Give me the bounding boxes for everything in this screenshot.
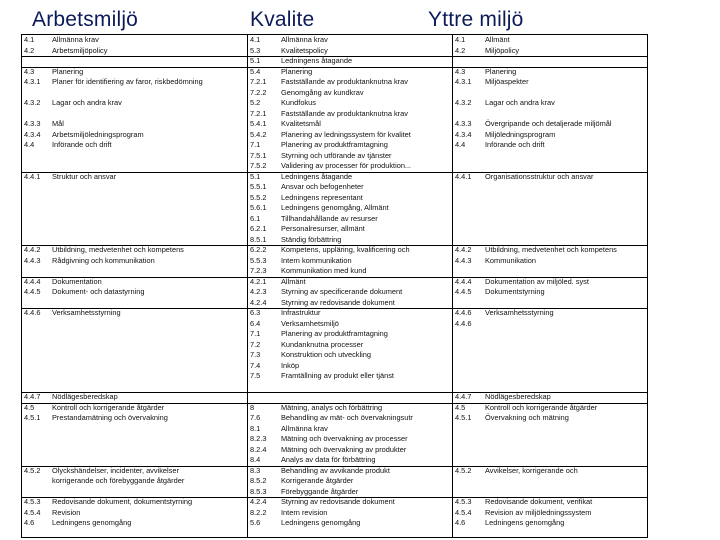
c2-clause-title: Intern revision	[281, 507, 328, 517]
c2-clause-number: 7.4	[250, 360, 261, 370]
c1-clause-number: 4.6	[24, 518, 35, 527]
c1-clause-title: Arbetsmiljöledningsprogram	[52, 129, 144, 139]
c2-clause-number: 7.1	[250, 329, 261, 338]
c2-clause-number: 8.3	[250, 465, 261, 475]
table-row	[22, 119, 647, 130]
c1-clause-title: Kontroll och korrigerande åtgärder	[52, 402, 165, 412]
c1-clause-title: Prestandamätning och övervakning	[52, 413, 168, 422]
c2-clause-number: 7.5.1	[250, 150, 267, 160]
c2-clause-title: Styrning av redovisande dokument	[281, 497, 395, 506]
c2-clause-title: Allmänt	[281, 276, 306, 286]
c1-clause-title: Planering	[52, 66, 84, 76]
c2-clause-number: 7.5	[250, 371, 261, 380]
c2-clause-title: Inköp	[281, 360, 300, 370]
c2-clause-title: Infrastruktur	[281, 308, 321, 317]
c1-clause-title: Dokumentation	[52, 276, 102, 286]
c2-clause-title: Planering	[281, 66, 313, 76]
table-row	[22, 371, 647, 382]
c2-clause-number: 8.2.2	[250, 507, 267, 517]
table-row	[22, 130, 647, 141]
c2-clause-title: Kommunikation med kund	[281, 266, 367, 275]
table-row	[22, 266, 647, 277]
c1-clause-title: Arbetsmiljöpolicy	[52, 45, 108, 55]
table-row	[22, 56, 647, 67]
c2-clause-title: Fastställande av produktanknutna krav	[281, 77, 408, 86]
c2-clause-number: 7.6	[250, 413, 261, 422]
table-row	[22, 319, 647, 330]
c2-clause-number: 7.5.2	[250, 161, 267, 170]
c2-clause-title: Ledningens genomgång	[281, 518, 361, 527]
c2-clause-number: 7.3	[250, 350, 261, 359]
c3-clause-number: 4.5.1	[455, 413, 472, 422]
c3-clause-number: 4.2	[455, 45, 466, 55]
c1-clause-number: 4.5.2	[24, 465, 41, 475]
c2-clause-title: Mätning och övervakning av processer	[281, 434, 408, 443]
table-row	[22, 382, 647, 393]
table-row	[22, 487, 647, 498]
table-row	[22, 98, 647, 109]
c2-clause-number: 6.2.2	[250, 245, 267, 254]
c1-clause-number: 4.1	[24, 35, 35, 44]
c2-clause-number: 7.2	[250, 339, 261, 349]
c3-clause-title: Nödlägesberedskap	[485, 392, 551, 401]
c2-clause-number: 8.5.2	[250, 476, 267, 485]
c3-clause-title: Övervakning och mätning	[485, 413, 569, 422]
c3-clause-number: 4.5.3	[455, 497, 472, 506]
c2-clause-number: 6.1	[250, 213, 261, 223]
c2-clause-number: 5.6.1	[250, 203, 267, 212]
c2-clause-title: Behandling av avvikande produkt	[281, 465, 390, 475]
c1-clause-title: Ledningens genomgång	[52, 518, 132, 527]
c2-clause-number: 4.2.4	[250, 497, 267, 506]
table-row	[22, 140, 647, 151]
c2-clause-title: Framtällning av produkt eller tjänst	[281, 371, 394, 380]
c2-clause-title: Ledningens genomgång, Allmänt	[281, 203, 389, 212]
c2-clause-number: 8	[250, 402, 255, 412]
c1-clause-number: 4.4.3	[24, 255, 41, 265]
c1-clause-number: 4.3.4	[24, 129, 41, 139]
c2-clause-number: 4.2.3	[250, 287, 267, 296]
c2-clause-number: 8.2.3	[250, 434, 267, 443]
c2-clause-number: 4.1	[250, 35, 261, 44]
table-row	[22, 35, 647, 46]
c3-clause-number: 4.3.1	[455, 77, 472, 86]
c1-clause-number: 4.2	[24, 45, 35, 55]
c3-clause-number: 4.4.6	[455, 318, 472, 328]
c2-clause-title: Mätning och övervakning av produkter	[281, 444, 407, 454]
table-row	[22, 403, 647, 414]
c2-clause-number: 7.2.3	[250, 266, 267, 275]
c3-clause-title: Avvikelser, korrigerande och	[485, 465, 578, 475]
c2-clause-title: Kvalitetspolicy	[281, 45, 328, 55]
c2-clause-number: 5.4.2	[250, 129, 267, 139]
c2-clause-number: 5.4	[250, 66, 261, 76]
c3-clause-title: Kommunikation	[485, 255, 536, 265]
c1-clause-number: 4.4.4	[24, 276, 41, 286]
c2-clause-title: Mätning, analys och förbättring	[281, 402, 383, 412]
c3-clause-number: 4.4	[455, 140, 466, 149]
c2-clause-number: 5.6	[250, 518, 261, 527]
table-row	[22, 466, 647, 477]
table-row	[22, 245, 647, 256]
c2-clause-number: 4.2.4	[250, 297, 267, 307]
table-row	[22, 161, 647, 172]
table-row	[22, 434, 647, 445]
header-kvalite: Kvalite	[250, 8, 315, 31]
header-arbetsmiljo: Arbetsmiljö	[32, 8, 139, 31]
c2-clause-title: Förebyggande åtgärder	[281, 486, 359, 496]
c3-clause-title: Planering	[485, 66, 517, 76]
c1-clause-title: Utbildning, medvetenhet och kompetens	[52, 245, 184, 254]
c2-clause-title: Kompetens, uppläring, kvalificering och	[281, 245, 410, 254]
table-row	[22, 109, 647, 120]
c3-clause-title: Miljöpolicy	[485, 45, 520, 55]
c2-clause-title: Planering av produktframtagning	[281, 329, 388, 338]
table-row	[22, 518, 647, 529]
c2-clause-title: Personalresurser, allmänt	[281, 224, 365, 233]
table-row	[22, 392, 647, 403]
header-yttre-miljo: Yttre miljö	[428, 8, 524, 31]
c3-clause-number: 4.3.4	[455, 129, 472, 139]
c1-clause-number: 4.4	[24, 140, 35, 149]
c2-clause-title: Styrning av specificerande dokument	[281, 287, 403, 296]
c2-clause-number: 8.5.1	[250, 234, 267, 244]
c2-clause-title: Kvalitetsmål	[281, 119, 321, 128]
c3-clause-title: Redovisande dokument, verifikat	[485, 497, 593, 506]
c2-clause-title: Verksamhetsmiljö	[281, 318, 339, 328]
c1-clause-title: Verksamhetsstyrning	[52, 308, 121, 317]
c2-clause-title: Tillhandahållande av resurser	[281, 213, 378, 223]
table-row	[22, 308, 647, 319]
c3-clause-number: 4.5.4	[455, 507, 472, 517]
c1-clause-number: 4.3.2	[24, 98, 41, 107]
table-row	[22, 88, 647, 99]
c2-clause-title: Planering av ledningssystem för kvalitet	[281, 129, 411, 139]
c1-clause-title: korrigerande och förebyggande åtgärder	[52, 476, 185, 485]
c3-clause-number: 4.4.3	[455, 255, 472, 265]
c1-clause-number: 4.4.2	[24, 245, 41, 254]
c2-clause-title: Ledningens åtagande	[281, 171, 353, 181]
c1-clause-number: 4.5.3	[24, 497, 41, 506]
table-row	[22, 193, 647, 204]
c2-clause-number: 5.2	[250, 98, 261, 107]
c2-clause-title: Kundfokus	[281, 98, 316, 107]
table-row	[22, 508, 647, 519]
c3-clause-title: Införande och drift	[485, 140, 545, 149]
c3-clause-title: Övergripande och detaljerade miljömål	[485, 119, 612, 128]
c3-clause-title: Allmänt	[485, 35, 510, 44]
c2-clause-title: Intern kommunikation	[281, 255, 352, 265]
c3-clause-title: Miljöledningsprogram	[485, 129, 556, 139]
c1-clause-title: Mål	[52, 119, 64, 128]
c2-clause-number: 8.1	[250, 423, 261, 433]
c2-clause-number: 5.3	[250, 45, 261, 55]
c1-clause-title: Införande och drift	[52, 140, 112, 149]
c2-clause-number: 4.2.1	[250, 276, 267, 286]
c2-clause-title: Allmänna krav	[281, 35, 328, 44]
c3-clause-number: 4.3	[455, 66, 466, 76]
c2-clause-title: Korrigerande åtgärder	[281, 476, 354, 485]
table-row	[22, 340, 647, 351]
c2-clause-title: Styrning av redovisande dokument	[281, 297, 395, 307]
c2-clause-number: 5.5.3	[250, 255, 267, 265]
c2-clause-title: Analys av data för förbättring	[281, 455, 376, 464]
c2-clause-title: Konstruktion och utveckling	[281, 350, 371, 359]
c2-clause-number: 8.5.3	[250, 486, 267, 496]
table-row	[22, 298, 647, 309]
c1-clause-number: 4.4.7	[24, 392, 41, 401]
c3-clause-title: Utbildning, medvetenhet och kompetens	[485, 245, 617, 254]
c1-clause-number: 4.3	[24, 66, 35, 76]
table-row	[22, 277, 647, 288]
c2-clause-title: Kundanknutna processer	[281, 339, 364, 349]
c2-clause-title: Ständig förbättring	[281, 234, 342, 244]
table-row	[22, 235, 647, 246]
c2-clause-number: 7.2.2	[250, 87, 267, 97]
c3-clause-title: Miljöaspekter	[485, 77, 529, 86]
c3-clause-number: 4.5	[455, 402, 466, 412]
c3-clause-number: 4.4.2	[455, 245, 472, 254]
table-row	[22, 361, 647, 372]
c3-clause-title: Organisationsstruktur och ansvar	[485, 171, 594, 181]
c3-clause-number: 4.4.6	[455, 308, 472, 317]
c2-clause-title: Validering av processer för produktion...	[281, 161, 412, 170]
table-row	[22, 172, 647, 183]
c1-clause-title: Olyckshändelser, incidenter, avvikelser	[52, 465, 179, 475]
c1-clause-title: Allmänna krav	[52, 35, 99, 44]
c3-clause-title: Ledningens genomgång	[485, 518, 565, 527]
c2-clause-title: Ledningens representant	[281, 192, 363, 202]
c1-clause-title: Planer för identifiering av faror, riskbedömning	[52, 77, 203, 86]
standards-comparison-table	[21, 34, 648, 538]
table-row	[22, 424, 647, 435]
c1-clause-title: Redovisande dokument, dokumentstyrning	[52, 497, 193, 506]
c2-clause-number: 6.4	[250, 318, 261, 328]
c3-clause-number: 4.3.2	[455, 98, 472, 107]
c1-clause-title: Struktur och ansvar	[52, 171, 117, 181]
c3-clause-number: 4.4.7	[455, 392, 472, 401]
table-row	[22, 214, 647, 225]
table-row	[22, 350, 647, 361]
c3-clause-number: 4.3.3	[455, 119, 472, 128]
c3-clause-title: Kontroll och korrigerande åtgärder	[485, 402, 598, 412]
c1-clause-number: 4.4.1	[24, 171, 41, 181]
c2-clause-number: 6.3	[250, 308, 261, 317]
table-row	[22, 476, 647, 487]
table-row	[22, 445, 647, 456]
c1-clause-number: 4.5	[24, 402, 35, 412]
table-row	[22, 413, 647, 424]
c2-clause-number: 5.1	[250, 171, 261, 181]
c3-clause-number: 4.4.1	[455, 171, 472, 181]
c2-clause-number: 5.5.1	[250, 182, 267, 191]
table-row	[22, 151, 647, 162]
table-row	[22, 497, 647, 508]
c1-clause-title: Lagar och andra krav	[52, 98, 122, 107]
c2-clause-number: 8.2.4	[250, 444, 267, 454]
c3-clause-number: 4.1	[455, 35, 466, 44]
table-row	[22, 203, 647, 214]
c3-clause-number: 4.5.2	[455, 465, 472, 475]
c2-clause-number: 5.4.1	[250, 119, 267, 128]
c1-clause-title: Nödlägesberedskap	[52, 392, 118, 401]
c2-clause-number: 8.4	[250, 455, 261, 464]
c3-clause-title: Dokumentstyrning	[485, 287, 545, 296]
c2-clause-title: Styrning och utförande av tjänster	[281, 150, 392, 160]
c1-clause-number: 4.4.6	[24, 308, 41, 317]
table-row	[22, 46, 647, 57]
c2-clause-number: 7.1	[250, 140, 261, 149]
table-row	[22, 256, 647, 267]
table-row	[22, 77, 647, 88]
c2-clause-title: Genomgång av kundkrav	[281, 87, 364, 97]
c1-clause-title: Rådgivning och kommunikation	[52, 255, 155, 265]
c3-clause-number: 4.4.5	[455, 287, 472, 296]
c2-clause-title: Behandling av mät- och övervakningsutr	[281, 413, 413, 422]
table-row	[22, 224, 647, 235]
c3-clause-title: Revision av miljöledningssystem	[485, 507, 592, 517]
c2-clause-title: Ansvar och befogenheter	[281, 182, 364, 191]
table-row	[22, 67, 647, 78]
c1-clause-number: 4.5.4	[24, 507, 41, 517]
c1-clause-number: 4.3.1	[24, 77, 41, 86]
table-row	[22, 329, 647, 340]
c2-clause-number: 5.1	[250, 56, 261, 65]
c1-clause-title: Revision	[52, 507, 81, 517]
table-row	[22, 182, 647, 193]
c3-clause-title: Verksamhetsstyrning	[485, 308, 554, 317]
c2-clause-number: 6.2.1	[250, 224, 267, 233]
c3-clause-title: Lagar och andra krav	[485, 98, 555, 107]
c1-clause-number: 4.3.3	[24, 119, 41, 128]
c2-clause-title: Allmänna krav	[281, 423, 328, 433]
c2-clause-title: Planering av produktframtagning	[281, 140, 388, 149]
c1-clause-title: Dokument- och datastyrning	[52, 287, 145, 296]
table-row	[22, 287, 647, 298]
c2-clause-title: Fastställande av produktanknutna krav	[281, 108, 408, 118]
c2-clause-number: 7.2.1	[250, 108, 267, 118]
c3-clause-number: 4.6	[455, 518, 466, 527]
table-row	[22, 455, 647, 466]
c1-clause-number: 4.4.5	[24, 287, 41, 296]
c2-clause-number: 5.5.2	[250, 192, 267, 202]
c3-clause-number: 4.4.4	[455, 276, 472, 286]
c2-clause-title: Ledningens åtagande	[281, 56, 353, 65]
c2-clause-number: 7.2.1	[250, 77, 267, 86]
c3-clause-title: Dokumentation av miljöled. syst	[485, 276, 589, 286]
c1-clause-number: 4.5.1	[24, 413, 41, 422]
